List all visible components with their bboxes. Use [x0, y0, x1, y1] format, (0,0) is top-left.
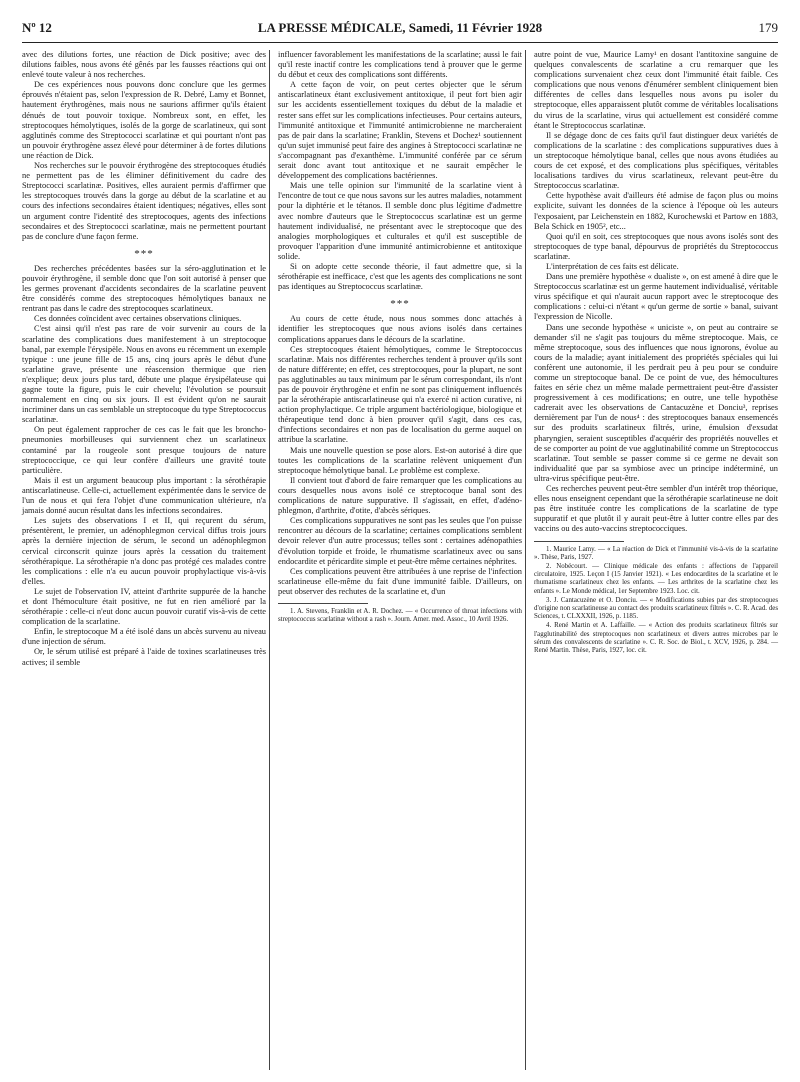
header-rule — [22, 42, 778, 43]
footnote: 1. A. Stevens, Franklin et A. R. Dochez. — « Occurrence of throat infections with streptococcus scarlatinæ without a rash ». Journ. Amer. med. Assoc., 10 Avril 1926. — [278, 607, 522, 624]
paragraph: influencer favorablement les manifestations de la scarlatine; aussi le fait qu'il reste inactif contre les complications tend à prouver que le germe du début et ceux des complications sont différents. — [278, 50, 522, 80]
section-separator: *** — [390, 298, 410, 311]
column-divider — [525, 50, 526, 1070]
paragraph: Ces données coïncident avec certaines observations cliniques. — [34, 314, 242, 324]
paragraph: Au cours de cette étude, nous nous sommes donc attachés à identifier les streptocoques que nous avions isolés dans certaines complications apparues dans le décours de la scarlatine. — [278, 314, 522, 344]
footnote-rule — [534, 541, 624, 542]
paragraph: C'est ainsi qu'il n'est pas rare de voir survenir au cours de la scarlatine des complications dues manifestement à un streptocoque banal, par exemple l'érysipèle. Nous en avons eu récemment un exemple typique : une jeune fille de 15 ans, cinq jours après le début d'une scarlatine grave, présente une réascension thermique que rien n'explique; deux jours plus tard, débute une plaque érysipélateuse qui gagne toute la figure, puis le cuir chevelu; l'évolution se poursuit normalement en cinq ou six jours. Il est évident qu'on ne saurait incriminer dans un cas semblable un streptocoque du type Streptococcus scarlatinæ. — [22, 324, 266, 425]
paragraph: Il convient tout d'abord de faire remarquer que les complications au cours desquelles nous avons isolé ce streptocoque banal sont des complications de nature suppurative. Il s'agissait, en effet, d'adéno-phlegmon, d'arthrite, d'otite, d'abcès sériques. — [278, 475, 522, 516]
paragraph: Nos recherches sur le pouvoir érythrogène des streptocoques étudiés ne permettent pas de les éliminer définitivement du cadre des Streptococci scarlatinæ. Positives, elles auraient permis d'affirmer que les streptocoques trouvés dans la gorge au début de la scarlatine et au cours des infections secondaires étaient identiques; négatives, elles sont un argument contre l'identité des streptocoques, agents des infections secondaires et des Streptococci scarlatinæ, mais ne permettent pourtant pas de conclure d'une façon ferme. — [22, 161, 266, 241]
paragraph: Or, le sérum utilisé est préparé à l'aide de toxines scarlatineuses très actives; il semble — [22, 647, 266, 667]
paragraph: On peut également rapprocher de ces cas le fait que les broncho-pneumonies morbilleuses qui surviennent chez un scarlatineux contaminé par la rougeole sont presque toujours de nature streptococcique, ce qui leur confère d'ailleurs une gravité toute particulière. — [22, 425, 266, 475]
paragraph: Il se dégage donc de ces faits qu'il faut distinguer deux variétés de complications de la scarlatine : des complications suppuratives dues à un streptocoque hémolytique banal, celles que nous avons étudiées au cours de cet exposé, et des complications plus spécifiques, véritables localisations tardives du virus scarlatineux, relevant peut-être du Streptococcus scarlatinæ. — [534, 130, 778, 191]
paragraph: Mais une nouvelle question se pose alors. Est-on autorisé à dire que toutes les complications de la scarlatine relèvent uniquement d'un streptocoque hémolytique banal. Le problème est complexe. — [278, 445, 522, 475]
paragraph: Ces recherches peuvent peut-être sembler d'un intérêt trop théorique, elles nous enseignent cependant que la sérothérapie scarlatineuse ne doit pas être instituée contre les complications de la scarlatine de type suppuratif et que plutôt il y aurait peut-être à lutter contre elles par des vaccins ou des auto-vaccins streptococciques. — [534, 484, 778, 534]
journal-title: LA PRESSE MÉDICALE, Samedi, 11 Février 1928 — [257, 20, 543, 35]
paragraph: autre point de vue, Maurice Lamy¹ en dosant l'antitoxine sanguine de quelques convalescents de scarlatine a cru remarquer que les complications survenaient chez ceux dont l'immunité était faible. Ces complications que nous venons d'énumérer semblent cliniquement bien différentes de celles dans lesquelles nous avons pu isoler du streptocoque, elles apparaissent plutôt comme de véritables localisations du virus de la scarlatine, virus qui actuellement est considéré comme étant le Streptococcus scarlatinæ. — [534, 50, 778, 130]
paragraph: Mais il est un argument beaucoup plus important : la sérothérapie antiscarlatineuse. Celle-ci, actuellement expérimentée dans le service de l'un de nous et qui fera l'objet d'une communication ultérieure, n'a jamais donné aucun résultat dans les infections secondaires. — [22, 475, 266, 516]
column-2 — [278, 50, 522, 624]
column-3 — [534, 50, 778, 655]
footnote: 3. J. Cantacuzène et O. Donciu. — « Modifications subies par des streptocoques d'origine non scarlatineuse au contact des produits scarlatineux filtrés ». C. R. Acad. des Sciences, t. CLXXXII, 1926, p. 1185. — [534, 596, 778, 621]
issue-number: Nº 12 — [22, 20, 52, 35]
paragraph: Enfin, le streptocoque M a été isolé dans un abcès survenu au niveau d'une injection de sérum. — [22, 627, 266, 647]
paragraph: Des recherches précédentes basées sur la séro-agglutination et le pouvoir érythrogène, il semble donc que l'on soit autorisé à penser que les germes provenant d'accidents secondaires de la scarlatine peuvent être considérés comme des streptocoques hémolytiques banaux ne rentrant pas dans le cadre des streptocoques scarlatineux. — [22, 263, 266, 314]
column-1 — [22, 50, 266, 668]
paragraph: Si on adopte cette seconde théorie, il faut admettre que, si la sérothérapie est inefficace, c'est que les agents des complications ne sont pas identiques au Streptococcus scarlatinæ. — [278, 261, 522, 292]
paragraph: Mais une telle opinion sur l'immunité de la scarlatine vient à l'encontre de tout ce que nous savons sur les autres maladies, notamment pour la diphtérie et le tétanos. Il semble donc plus légitime d'admettre avec nombre d'auteurs que le Streptococcus scarlatinæ est un germe hautement individualisé, ne présentant avec le streptocoque que des analogies morphologiques et culturales et qu'il est susceptible de provoquer l'apparition d'une immunité antimicrobienne et antitoxique solide. — [278, 181, 522, 261]
paragraph: De ces expériences nous pouvons donc conclure que les germes éprouvés n'étaient pas, selon l'expression de R. Debré, Lamy et Bonnet, hautement érythrogènes, mais nous ne saurions affirmer qu'ils étaient dénués de tout pouvoir toxique. Nombreux sont, en effet, les streptocoques hémolytiques, isolés de la gorge de scarlatineux, qui sont agglutinés comme des Streptococci scarlatinæ et qui pourtant n'ont pas un pouvoir érythrogène assez élevé pour déterminer à de fortes dilutions une réaction de Dick. — [22, 80, 266, 160]
paragraph: Ces complications peuvent être attribuées à une reprise de l'infection scarlatineuse elle-même du fait d'une immunité faible. D'ailleurs, on peut observer des rechutes de la scarlatine et, d'un — [278, 566, 522, 596]
column-divider — [269, 50, 270, 1070]
paragraph: avec des dilutions fortes, une réaction de Dick positive; avec des dilutions faibles, nous avons été gênés par les fausses réactions qui ont enlevé toute valeur à nos recherches. — [22, 50, 266, 80]
paragraph: L'interprétation de ces faits est délicate. — [546, 261, 679, 271]
paragraph: A cette façon de voir, on peut certes objecter que le sérum antiscarlatineux étant exclusivement antitoxique, il peut fort bien agir sur les accidents essentiellement toxiques du début de la maladie et rester sans effet sur les complications infectieuses. Pour certains auteurs, l'immunité antitoxique et l'immunité antimicrobienne ne marcheraient pas de pair dans la scarlatine; Franklin, Stevens et Dochez¹ soutiennent qu'un sujet immunisé peut faire des angines à Streptococci scarlatinæ ne s'accompagnant pas d'exanthème. L'immunité conférée par ce sérum serait donc avant tout antitoxique et ne saurait empêcher le développement des complications bactériennes. — [278, 80, 522, 181]
paragraph: Ces streptocoques étaient hémolytiques, comme le Streptococcus scarlatinæ. Mais nos différentes recherches tendent à prouver qu'ils sont de nature différente; en effet, ces streptocoques, pour la plupart, ne sont pas agglutinables au taux minimum par le sérum correspondant, ils n'ont pas de pouvoir érythrogène et enfin ne sont pas cliniquement influencés par la sérothérapie antiscarlatineuse qui n'a exercé ni action curative, ni action prophylactique. Ce triple argument bactériologique, biologique et thérapeutique tend donc à bien prouver qu'il s'agit, dans ces cas, d'infections secondaires et non pas de localisation du germe auquel on attribue la scarlatine. — [278, 344, 522, 445]
paragraph: Le sujet de l'observation IV, atteint d'arthrite suppurée de la hanche et dont l'hémoculture était positive, ne fut en rien amélioré par la sérothérapie : celle-ci n'eut donc aucun pouvoir curatif vis-à-vis de cette complication de la scarlatine. — [22, 586, 266, 627]
paragraph: Cette hypothèse avait d'ailleurs été admise de façon plus ou moins explicite, suivant les données de la science à l'époque où les auteurs l'exposaient, par Leichenstein en 1882, Kurochewski et Partow en 1883, Bela Schick en 1905², etc... — [534, 191, 778, 231]
paragraph: Les sujets des observations I et II, qui reçurent du sérum, présentèrent, le premier, un adénophlegmon cervical diffus trois jours après la dernière injection de sérum, le second un adénophlegmon cervical circonscrit quinze jours après la cessation du traitement sérothérapique. La sérothérapie n'a donc pas protégé ces malades contre les complications : elle n'a eu aucun pouvoir prophylactique vis-à-vis d'elles. — [22, 516, 266, 586]
footnote: 2. Nobécourt. — Clinique médicale des enfants : affections de l'appareil circulatoire, 1925. Leçon I (15 Janvier 1921). « Les endocardites de la scarlatine et le rhumatisme scarlatineux chez les enfants. — Les arthrites de la scarlatine chez les enfants ». Le Monde médical, 1er Septembre 1923. Loc. cit. — [534, 562, 778, 595]
page-header — [22, 20, 778, 40]
paragraph: Dans une seconde hypothèse « uniciste », on peut au contraire se demander s'il ne s'agit pas toujours du même streptocoque. Mais, ce même streptocoque, sous des influences que nous ignorons, évolue au cours de la maladie; ayant initialement des propriétés spéciales qui lui confèrent une autonomie, il les perdrait peu à peu pour se conduire comme un streptocoque banal. De ce point de vue, des hémocultures faites en série chez un même malade permettraient peut-être d'assister progressivement à ces modifications; en outre, une telle hypothèse cadrerait avec les observations de Cantacuzène et Donciu³, reprises dernièrement par l'un de nous⁴ : des streptocoques banaux ensemencés sur des produits scarlatineux filtrés, urine, émulsion d'exsudat pharyngien, seraient susceptibles d'acquérir des propriétés nouvelles et de se comporter au point de vue agglutinabilité comme un Streptococcus scarlatinæ. Tout semble se passer comme si ce germe ne devait son individualité que par sa symbiose avec un principe indéterminé, un ultra-virus spécifique peut-être. — [534, 322, 778, 483]
footnote: 1. Maurice Lamy. — « La réaction de Dick et l'immunité vis-à-vis de la scarlatine ». Thèse, Paris, 1927. — [534, 545, 778, 561]
footnote-rule — [278, 603, 368, 604]
footnote: 4. René Martin et A. Laffaille. — « Action des produits scarlatineux filtrés sur l'agglutinabilité des streptocoques non scarlatineux et divers autres microbes par le sérum des convalescents de scarlatine ». C. R. Soc. de Biol., t. XCV, 1926, p. 284. — René Martin. Thèse, Paris, 1927, loc. cit. — [534, 622, 778, 654]
paragraph: Dans une première hypothèse « dualiste », on est amené à dire que le Streptococcus scarlatinæ est un germe hautement individualisé, véritable virus spécifique et qui n'aurait aucun rapport avec le streptocoque des complications : celui-ci n'étant « qu'un germe de sortie » banal, suivant l'expression de Nicolle. — [534, 272, 778, 322]
page-number: 179 — [758, 20, 778, 35]
section-separator: *** — [134, 247, 154, 260]
paragraph: Quoi qu'il en soit, ces streptocoques que nous avons isolés sont des streptocoques de type banal, dépourvus de propriétés du Streptococcus scarlatinæ. — [534, 231, 778, 261]
paragraph: Ces complications suppuratives ne sont pas les seules que l'on puisse rencontrer au décours de la scarlatine; certaines complications semblent devoir relever d'un autre processus; telles sont : certaines adénopathies d'évolution torpide et froide, le rhumatisme scarlatineux avec ou sans endocardite et péricardite simple et peut-être même certaines néphrites. — [278, 516, 522, 566]
